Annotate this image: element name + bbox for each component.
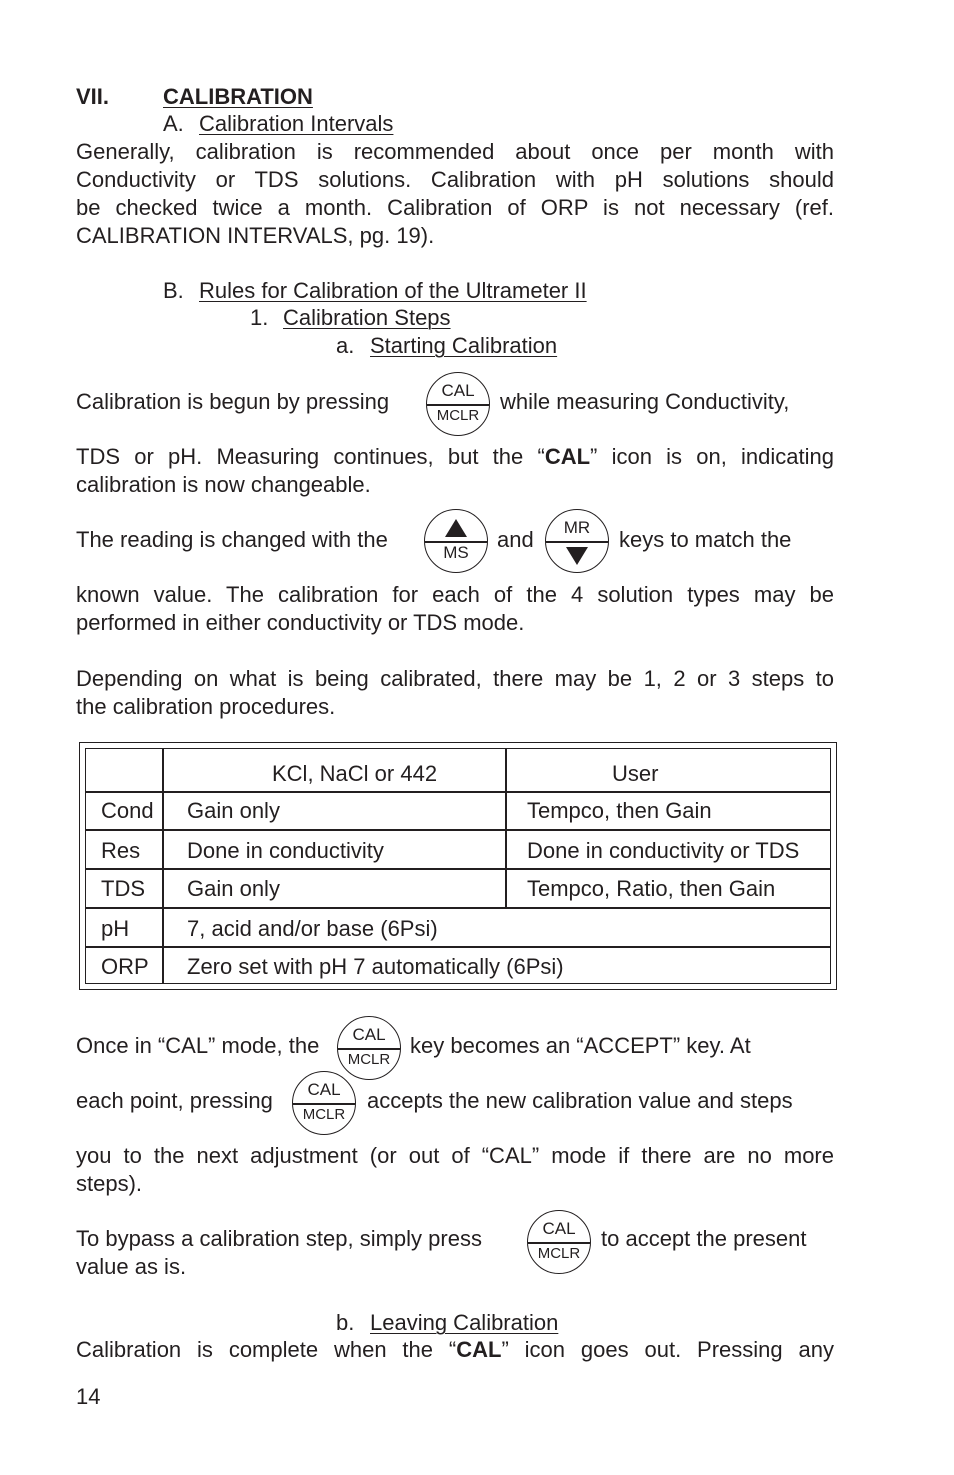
step-a-label: a. (336, 333, 355, 358)
step-b-title: Leaving Calibration (370, 1310, 559, 1335)
begin-line-2-post: ” icon is on, indicating (590, 444, 834, 469)
cal-icon-word: CAL (544, 444, 591, 469)
depending-paragraph (76, 665, 834, 721)
mr-down-key-icon (545, 509, 609, 573)
reading-text-and: and (497, 527, 534, 552)
key-divider (546, 541, 608, 543)
cal-mclr-key-icon (426, 372, 490, 436)
key-divider (293, 1103, 355, 1105)
subsection-b-label: B. (163, 278, 184, 303)
bypass-text-before: To bypass a calibration step, simply press (76, 1226, 482, 1251)
reading-line-2: known value. The calibration for each of the 4 solution types may be (76, 582, 834, 607)
table-column-rule (162, 748, 164, 984)
step-1-title: Calibration Steps (283, 305, 451, 330)
table-inner-border (85, 748, 831, 984)
table-cell-user: Tempco, then Gain (527, 798, 712, 823)
once-line-4: steps). (76, 1171, 143, 1196)
table-row-name: ORP (101, 954, 149, 979)
begin-line-3: calibration is now changeable. (76, 472, 371, 497)
cal-mclr-key-icon (292, 1071, 356, 1135)
table-rule (85, 946, 831, 948)
table-column-rule (505, 748, 507, 908)
cal-mclr-key-icon (337, 1016, 401, 1080)
begin-text-after: while measuring Conductivity, (500, 389, 790, 414)
table-rule (85, 791, 831, 793)
table-cell-span: Zero set with pH 7 automatically (6Psi) (187, 954, 564, 979)
begin-line-2 (76, 443, 834, 471)
key-divider (427, 404, 489, 406)
table-header-standard: KCl, NaCl or 442 (272, 761, 438, 786)
leaving-line-1-pre: Calibration is complete when the “ (76, 1337, 457, 1362)
cal-icon-word: CAL (456, 1337, 502, 1362)
key-divider (528, 1242, 590, 1244)
table-cell-standard: Gain only (187, 876, 280, 901)
reading-text-before: The reading is changed with the (76, 527, 388, 552)
intervals-line-1: Generally, calibration is recommended about once per month with (76, 139, 834, 164)
leaving-line-1 (76, 1336, 834, 1364)
table-rule (85, 868, 831, 870)
table-cell-standard: Done in conductivity (187, 838, 384, 863)
up-arrow-icon (445, 519, 467, 537)
mclr-key-label: MCLR (436, 407, 480, 424)
once-paragraph (76, 1142, 834, 1198)
leaving-line-1-post: ” icon goes out. Pressing any (501, 1337, 835, 1362)
table-row-name: Cond (101, 798, 154, 823)
table-row-name: pH (101, 916, 130, 941)
subsection-b-title: Rules for Calibration of the Ultrameter II (199, 278, 587, 303)
section-number: VII. (76, 84, 110, 109)
intervals-line-4: CALIBRATION INTERVALS, pg. 19). (76, 223, 435, 248)
mclr-key-label: MCLR (302, 1106, 346, 1123)
table-cell-user: Tempco, Ratio, then Gain (527, 876, 776, 901)
reading-paragraph (76, 581, 834, 637)
reading-line-3: performed in either conductivity or TDS mode. (76, 610, 525, 635)
step-a-title: Starting Calibration (370, 333, 558, 358)
ms-up-key-icon (424, 509, 488, 573)
section-title: CALIBRATION (163, 84, 313, 109)
cal-key-label: CAL (542, 1219, 576, 1238)
subsection-a-title: Calibration Intervals (199, 111, 394, 136)
begin-text-before: Calibration is begun by pressing (76, 389, 390, 414)
once-line-1-after: key becomes an “ACCEPT” key. At (410, 1033, 751, 1058)
intervals-line-3: be checked twice a month. Calibration of ORP is not necessary (ref. (76, 195, 834, 220)
bypass-text-after: to accept the present (601, 1226, 807, 1251)
subsection-a-label: A. (163, 111, 184, 136)
page-number: 14 (76, 1384, 101, 1409)
depending-line-2: the calibration procedures. (76, 694, 336, 719)
table-cell-span: 7, acid and/or base (6Psi) (187, 916, 438, 941)
intervals-line-2: Conductivity or TDS solutions. Calibration with pH solutions should (76, 167, 834, 192)
leaving-paragraph (76, 1336, 834, 1364)
once-line-2-before: each point, pressing (76, 1088, 273, 1113)
step-1-label: 1. (250, 305, 269, 330)
reading-text-after: keys to match the (619, 527, 792, 552)
mclr-key-label: MCLR (347, 1051, 391, 1068)
cal-key-label: CAL (352, 1025, 386, 1044)
begin-paragraph (76, 443, 834, 499)
table-header-user: User (612, 761, 659, 786)
table-row-name: Res (101, 838, 141, 863)
table-cell-standard: Gain only (187, 798, 280, 823)
depending-line-1: Depending on what is being calibrated, there may be 1, 2 or 3 steps to (76, 666, 834, 691)
ms-key-label: MS (443, 543, 469, 562)
cal-key-label: CAL (307, 1080, 341, 1099)
begin-line-2-pre: TDS or pH. Measuring continues, but the “ (76, 444, 545, 469)
bypass-line-2: value as is. (76, 1254, 187, 1279)
once-line-3: you to the next adjustment (or out of “CAL” mode if there are no more (76, 1143, 834, 1168)
step-b-label: b. (336, 1310, 355, 1335)
table-rule (85, 907, 831, 909)
once-line-1-before: Once in “CAL” mode, the (76, 1033, 320, 1058)
mr-key-label: MR (563, 518, 591, 537)
cal-key-label: CAL (441, 381, 475, 400)
cal-mclr-key-icon (527, 1210, 591, 1274)
table-cell-user: Done in conductivity or TDS (527, 838, 800, 863)
table-row-name: TDS (101, 876, 145, 901)
once-line-2-after: accepts the new calibration value and steps (367, 1088, 793, 1113)
key-divider (338, 1048, 400, 1050)
down-arrow-icon (566, 547, 588, 565)
mclr-key-label: MCLR (537, 1245, 581, 1262)
intervals-paragraph (76, 138, 834, 250)
table-rule (85, 829, 831, 831)
